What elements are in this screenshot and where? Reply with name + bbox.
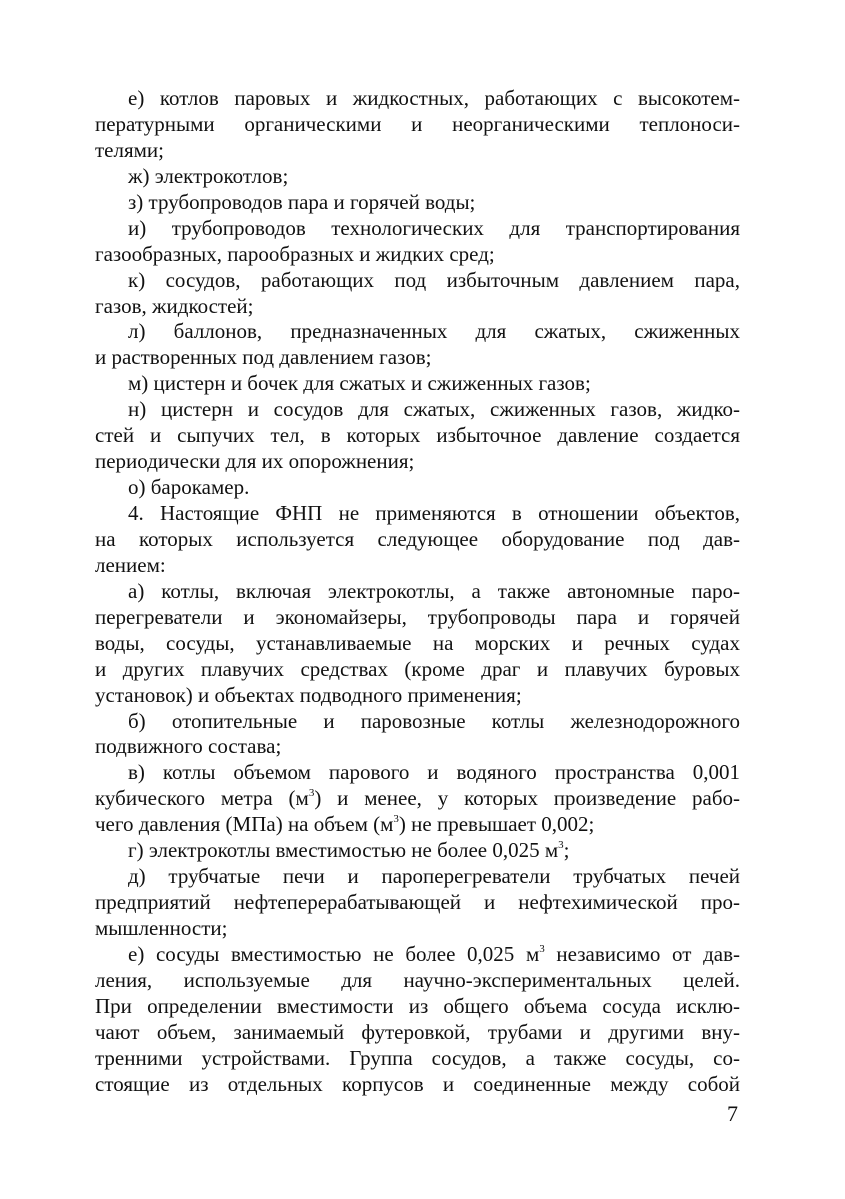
text-line: воды, сосуды, устанавливаемые на морских и речных судах	[95, 630, 740, 655]
text-line: газообразных, парообразных и жидких сред;	[95, 241, 495, 266]
text-line: телями;	[95, 137, 164, 162]
text-line: е) котлов паровых и жидкостных, работающих с высокотем-	[128, 86, 740, 110]
text-line: пературными органическими и неорганическими теплоноси-	[95, 111, 740, 136]
text-line: стоящие из отдельных корпусов и соединенные между собой	[95, 1071, 740, 1096]
document-body	[95, 86, 740, 1098]
text-line: н) цистерн и сосудов для сжатых, сжиженных газов, жидко-	[128, 397, 740, 422]
text-line: и растворенных под давлением газов;	[95, 345, 432, 370]
text-line: 4. Настоящие ФНП не применяются в отношении объектов,	[128, 501, 740, 525]
text-line: При определении вместимости из общего объема сосуда исклю-	[95, 993, 740, 1018]
text-line: о) барокамер.	[128, 475, 250, 500]
text-line: з) трубопроводов пара и горячей воды;	[128, 189, 476, 214]
text-line: кубического метра $(м^3)$ и менее, у которых произведение рабо-	[95, 786, 741, 811]
text-line: перегреватели и экономайзеры, трубопроводы пара и горячей	[95, 604, 740, 629]
text-line: мышленности;	[95, 916, 228, 940]
text-line: на которых используется следующее оборудование под дав-	[95, 526, 740, 551]
text-line: установок) и объектах подводного применения;	[95, 682, 522, 707]
text-line: чего давления (МПа) на объем $(м^3)$ не превышает 0,002;	[95, 812, 595, 837]
text-line: м) цистерн и бочек для сжатых и сжиженных газов;	[128, 371, 591, 396]
text-line: предприятий нефтеперерабатывающей и нефтехимической про-	[95, 890, 740, 915]
text-line: и) трубопроводов технологических для транспортирования	[128, 215, 740, 240]
text-line: стей и сыпучих тел, в которых избыточное давление создается	[95, 423, 740, 448]
page-number: 7	[727, 1101, 738, 1126]
text-line: и других плавучих средствах (кроме драг и плавучих буровых	[95, 656, 740, 681]
text-line: периодически для их опорожнения;	[95, 449, 415, 474]
text-line: ж) электрокотлов;	[128, 163, 289, 188]
text-line: подвижного состава;	[95, 734, 282, 759]
text-line: к) сосудов, работающих под избыточным давлением пара,	[128, 267, 740, 292]
text-line: б) отопительные и паровозные котлы железнодорожного	[128, 708, 740, 733]
text-line: а) котлы, включая электрокотлы, а также автономные паро-	[128, 578, 740, 603]
text-line: г) электрокотлы вместимостью не более 0,025 $м^3$;	[128, 838, 570, 863]
text-line: чают объем, занимаемый футеровкой, трубами и другими вну-	[95, 1019, 740, 1044]
text-line: газов, жидкостей;	[95, 293, 254, 318]
text-line: л) баллонов, предназначенных для сжатых, сжиженных	[128, 319, 740, 344]
text-line: в) котлы объемом парового и водяного пространства 0,001	[128, 760, 740, 785]
text-line: д) трубчатые печи и пароперегреватели трубчатых печей	[128, 864, 740, 889]
text-line: е) сосуды вместимостью не более 0,025 $м^3$ независимо от дав-	[128, 941, 740, 966]
text-line: лением:	[95, 552, 166, 577]
text-line: тренними устройствами. Группа сосудов, а также сосуды, со-	[95, 1045, 740, 1070]
text-line: ления, используемые для научно-экспериментальных целей.	[95, 967, 740, 992]
